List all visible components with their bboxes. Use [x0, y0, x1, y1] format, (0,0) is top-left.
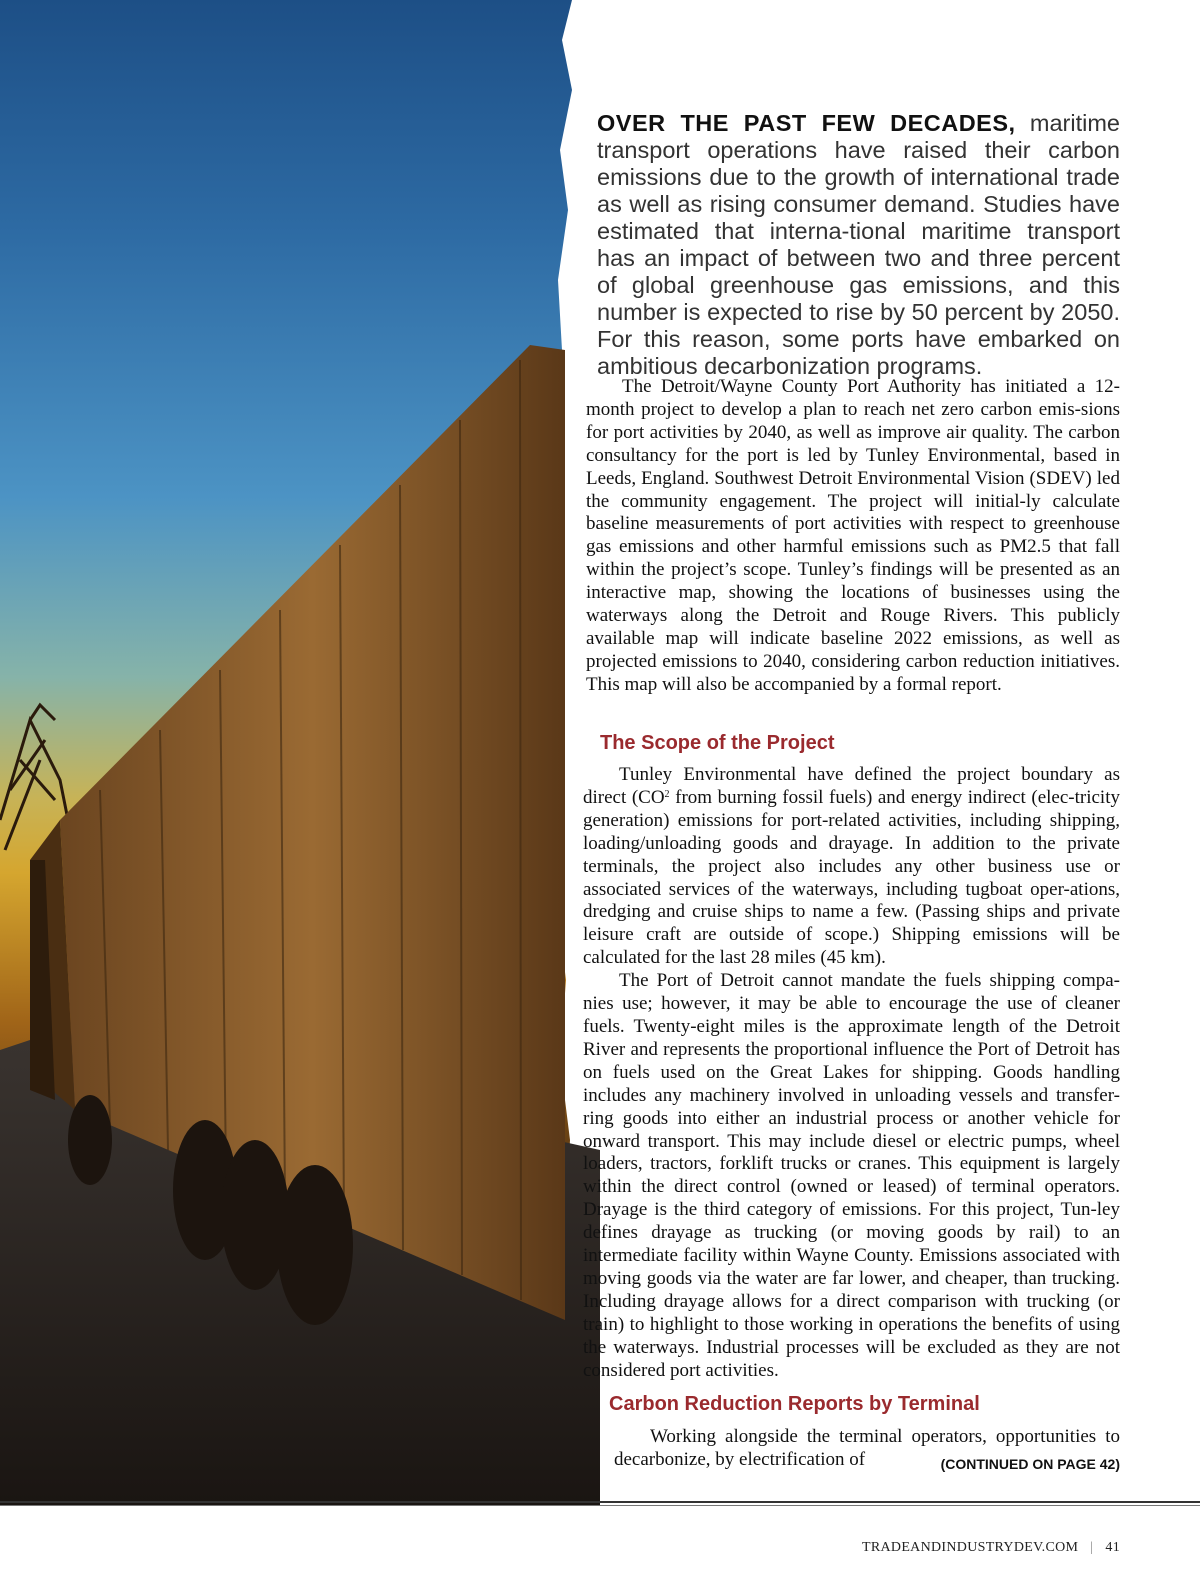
lead-paragraph — [597, 110, 1120, 380]
scope-section-body — [583, 764, 1120, 1382]
lead-caps: OVER THE PAST FEW DECADES, — [597, 110, 1016, 136]
footer-rule-thin — [0, 1505, 1200, 1506]
scope-p1-text-a: Tunley Environmental have defined the project boundary as direct (CO — [583, 764, 1120, 808]
scope-paragraph-1 — [583, 764, 1120, 970]
truck-illustration — [0, 0, 600, 1505]
intro-paragraph: The Detroit/Wayne County Port Authority has initiated a 12-month project to develop a plan to reach net zero carbon emis-sions for port activities by 2040, as well as improve air quality. The carbon consultancy for the port is led by Tunley Environmental, based in Leeds, England. Southwest Detroit Environmental Vision (SDEV) led the community engagement. The project will initial-ly calculate baseline measurements of port activities with respect to greenhouse gas emissions and other harmful emissions such as PM2.5 that fall within the project’s scope. Tunley’s findings will be presented as an interactive map, showing the locations of businesses using the waterways along the Detroit and Rouge Rivers. This publicly available map will indicate baseline 2022 emissions, as well as projected emissions to 2040, considering carbon reduction initiatives. This map will also be accompanied by a formal report. — [586, 376, 1120, 695]
footer-site[interactable]: TRADEANDINDUSTRYDEV.COM — [862, 1540, 1079, 1555]
section-heading-scope: The Scope of the Project — [600, 732, 835, 754]
lead-text: maritime transport operations have raised their carbon emissions due to the growth of international trade as well as rising consumer demand. Studies have estimated that interna-tional maritime transport has an impact of between two and three percent of global greenhouse gas emissions, and this number is expected to rise by 50 percent by 2050. For this reason, some ports have embarked on ambitious decarbonization programs. — [597, 110, 1120, 379]
co2-subscript: 2 — [664, 788, 670, 800]
footer-rule — [0, 1501, 1200, 1503]
continued-link[interactable]: (CONTINUED ON PAGE 42) — [940, 1455, 1120, 1472]
page-footer — [862, 1540, 1120, 1556]
carbon-reports-text: Working alongside the terminal operators, opportunities to decarbonize, by electrification of — [614, 1426, 1120, 1470]
footer-separator: | — [1090, 1540, 1094, 1555]
section-heading-carbon-reports: Carbon Reduction Reports by Terminal — [609, 1393, 980, 1415]
scope-p1-text-b: from burning fossil fuels) and energy indirect (elec-tricity generation) emissions for port-related activities, including shipping, loading/unloading goods and drayage. In addition to the private terminals, the project also includes any other business use or associated services of the waterways, including tugboat oper-ations, dredging and cruise ships to name a few. (Passing ships and private leisure craft are outside of scope.) Shipping emissions will be calculated for the last 28 miles (45 km). — [583, 786, 1120, 969]
carbon-reports-paragraph — [614, 1426, 1120, 1472]
carbon-reports-body — [614, 1426, 1120, 1476]
page-number: 41 — [1105, 1540, 1120, 1555]
scope-paragraph-2: The Port of Detroit cannot mandate the fuels shipping compa-nies use; however, it may be able to encourage the use of cleaner fuels. Twenty-eight miles is the approximate length of the Detroit River and represents the proportional influence the Port of Detroit has on fuels used on the Great Lakes for shipping. Goods handling includes any machinery involved in unloading vessels and transfer-ring goods into either an industrial process or another vehicle for onward transport. This may include diesel or electric pumps, wheel loaders, tractors, forklift trucks or cranes. This equipment is largely within the direct control (owned or leased) of terminal operators. Drayage is the third category of emissions. For this project, Tun-ley defines drayage as trucking (or moving goods by rail) to an intermediate facility within Wayne County. Emissions associated with moving goods via the water are far lower, and cheaper, than trucking. Including drayage allows for a direct comparison with trucking (or train) to highlight to those working in operations the benefits of using the waterways. Industrial processes will be excluded as they are not considered port activities. — [583, 970, 1120, 1381]
